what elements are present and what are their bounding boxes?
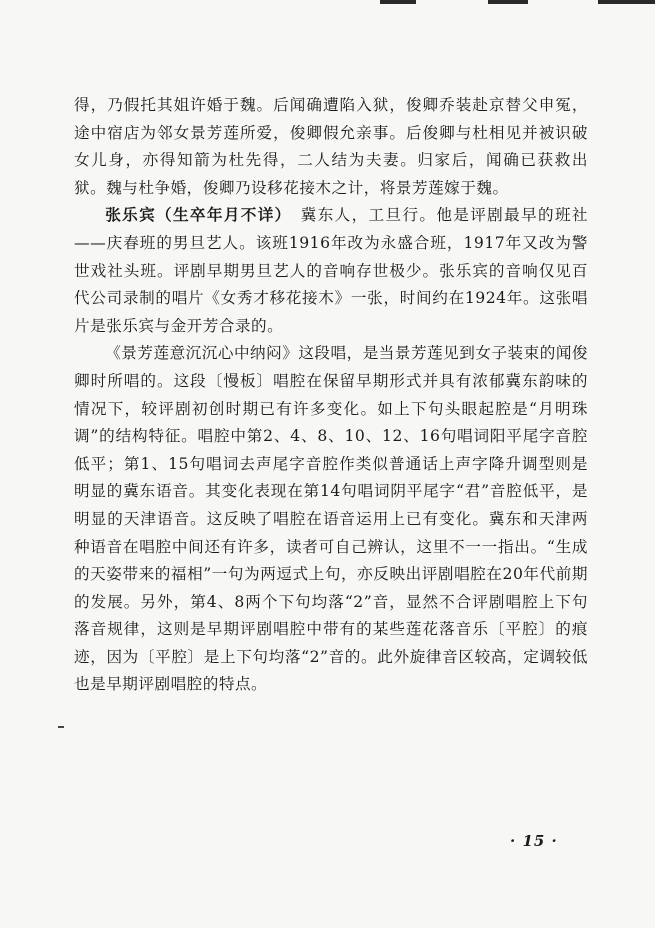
paragraph-text: 冀东人，工旦行。他是评剧最早的班社——庆春班的男旦艺人。该班1916年改为永盛合班，1917年又改为警世戏社头班。评剧早期男旦艺人的音响存世极少。张乐宾的音响仅见百代公司录制的唱片《女秀才移花接木》一张，时间约在1924年。这张唱片是张乐宾与金开芳合录的。 xyxy=(74,206,588,335)
scan-artifact xyxy=(598,0,655,4)
paragraph-biography xyxy=(74,202,588,340)
paragraph-story-continuation xyxy=(74,92,588,202)
scan-artifact xyxy=(380,0,416,4)
paragraph-text: 得，乃假托其姐许婚于魏。后闻确遭陷入狱，俊卿乔装赴京替父申冤，途中宿店为邻女景芳莲所爱，俊卿假允亲事。后俊卿与杜相见并被识破女儿身，亦得知箭为杜先得，二人结为夫妻。归家后，闻确已获救出狱。魏与杜争婚，俊卿乃设移花接木之计，将景芳莲嫁于魏。 xyxy=(74,96,588,197)
paragraph-analysis xyxy=(74,340,588,699)
scan-artifact xyxy=(488,0,528,4)
paragraph-text: 《景芳莲意沉沉心中纳闷》这段唱，是当景芳莲见到女子装束的闻俊卿时所唱的。这段〔慢板〕唱腔在保留早期形式并具有浓郁冀东韵味的情况下，较评剧初创时期已有许多变化。如上下句头眼起腔是“月明珠调”的结构特征。唱腔中第2、4、8、10、12、16句唱词阳平尾字音腔低平；第1、15句唱词去声尾字音腔作类似普通话上声字降升调型则是明显的冀东语音。其变化表现在第14句唱词阴平尾字“君”音腔低平，是明显的天津语音。这反映了唱腔在语音运用上已有变化。冀东和天津两种语音在唱腔中间还有许多，读者可自己辨认，这里不一一指出。“生成的天姿带来的福相”一句为两逗式上句，亦反映出评剧唱腔在20年代前期的发展。另外，第4、8两个下句均落“2”音，显然不合评剧唱腔上下句落音规律，这则是早期评剧唱腔中带有的某些莲花落音乐〔平腔〕的痕迹，因为〔平腔〕是上下句均落“2”音的。此外旋律音区较高，定调较低也是早期评剧唱腔的特点。 xyxy=(74,344,589,694)
margin-mark xyxy=(58,726,64,728)
biography-heading: 张乐宾（生卒年月不详） xyxy=(105,206,284,225)
page-number: · 15 · xyxy=(510,832,558,850)
body-text xyxy=(74,92,588,699)
